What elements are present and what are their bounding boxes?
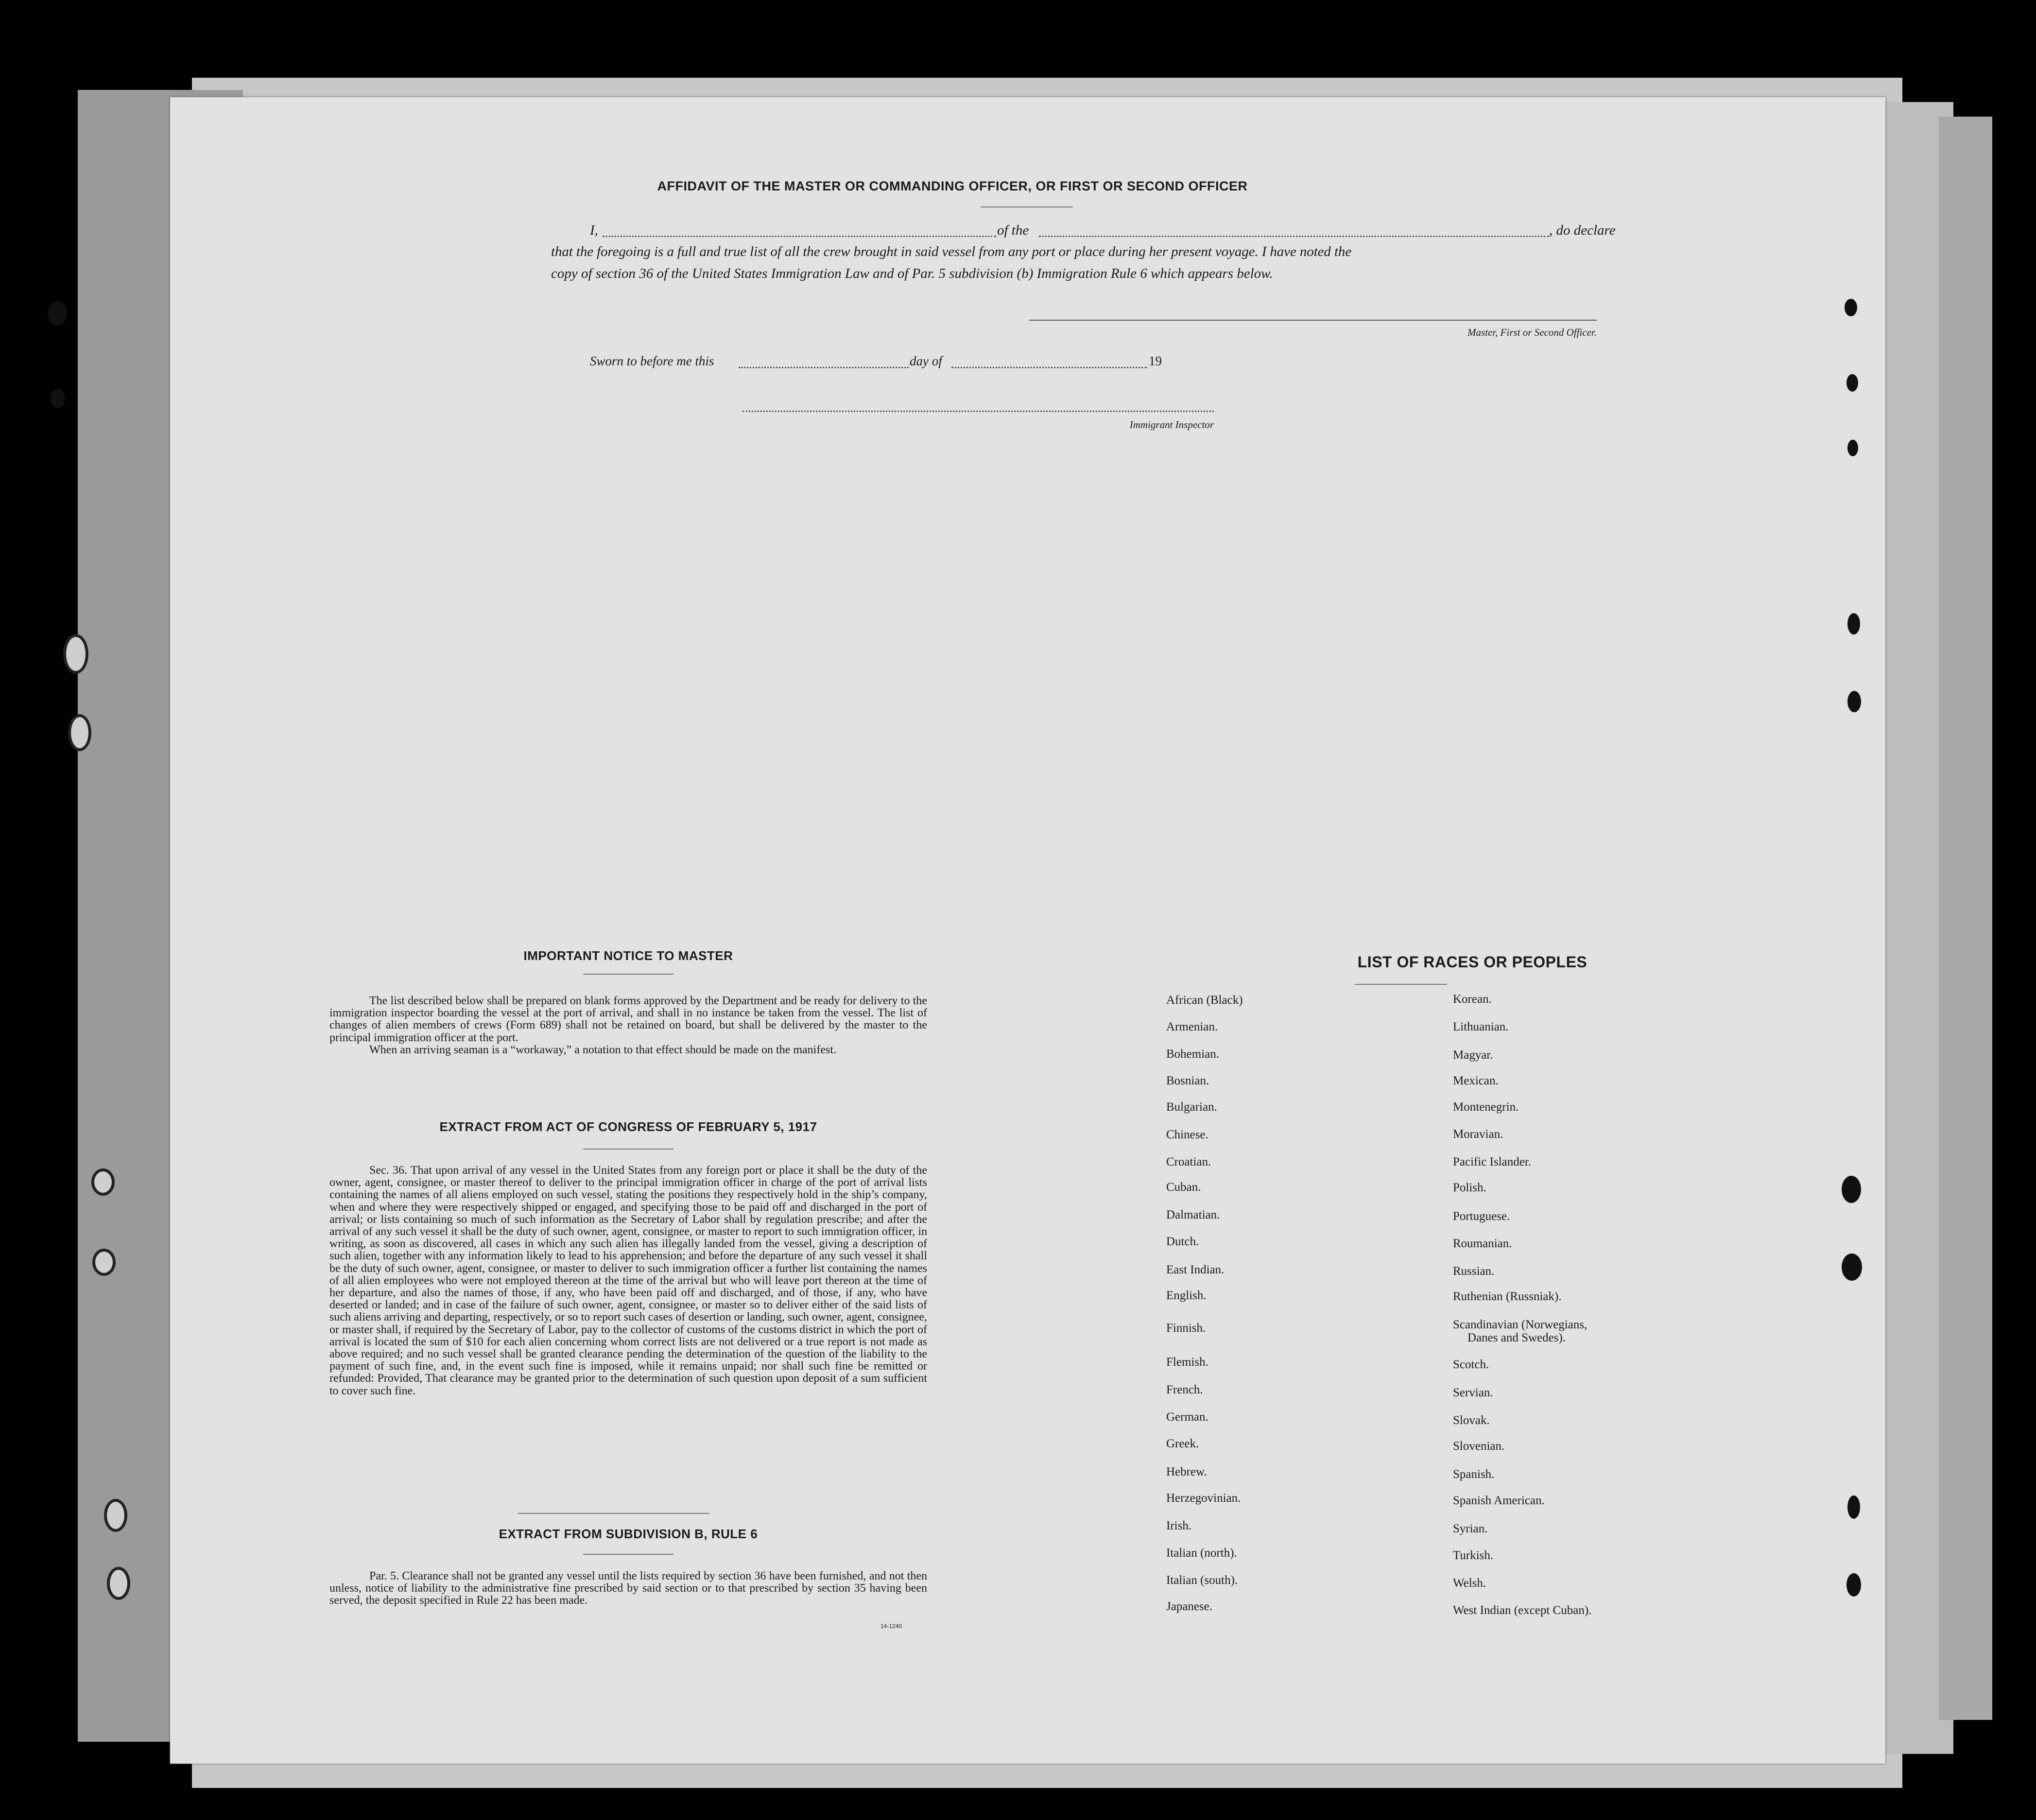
notice-paragraph-2: When an arriving seaman is a “workaway,” a notation to that effect should be made on the manifest. <box>369 1044 836 1056</box>
race-item: Dutch. <box>1166 1235 1199 1248</box>
vessel-blank <box>1039 236 1549 237</box>
act-title: EXTRACT FROM ACT OF CONGRESS OF FEBRUARY 5, 1917 <box>439 1119 817 1134</box>
race-item: Scandinavian (Norwegians, <box>1453 1318 1587 1331</box>
race-item: Portuguese. <box>1453 1210 1510 1223</box>
sworn-prefix: Sworn to before me this <box>590 354 714 368</box>
race-item: Italian (south). <box>1166 1574 1238 1587</box>
punch-hole <box>1842 1253 1862 1281</box>
race-item: Dalmatian. <box>1166 1208 1220 1221</box>
punch-hole <box>1847 440 1858 456</box>
month-blank <box>951 367 1147 368</box>
punch-hole <box>1846 1573 1861 1597</box>
race-item: Hebrew. <box>1166 1465 1207 1478</box>
binder-hole <box>48 301 67 326</box>
binder-ring <box>68 714 91 751</box>
race-item: Welsh. <box>1453 1577 1486 1590</box>
race-item: Armenian. <box>1166 1020 1218 1033</box>
race-item: Magyar. <box>1453 1048 1493 1062</box>
notice-rule <box>583 974 673 975</box>
notice-paragraph-1: The list described below shall be prepared on blank forms approved by the Department and be ready for delivery to the immigration inspector boarding the vessel at the port of arrival, and shall in no instance be taken from the vessel. The list of changes of alien members of crews (Form 689) shall not be retained on board, but shall be delivered by the master to the principal immigration officer at the port. <box>329 995 927 1044</box>
race-item: Slovak. <box>1453 1414 1490 1427</box>
race-item: Montenegrin. <box>1453 1100 1519 1114</box>
race-item: Danes and Swedes). <box>1467 1331 1566 1344</box>
affidavit-line1-suffix: , do declare <box>1549 223 1616 238</box>
races-rule <box>1355 984 1447 985</box>
race-item: Lithuanian. <box>1453 1020 1509 1033</box>
race-item: Bulgarian. <box>1166 1100 1217 1114</box>
binder-ring <box>63 634 88 674</box>
race-item: Irish. <box>1166 1519 1192 1532</box>
race-item: German. <box>1166 1410 1208 1424</box>
document-page <box>170 97 1885 1764</box>
race-item: Herzegovinian. <box>1166 1492 1241 1505</box>
affidavit-line1-mid: of the <box>997 223 1029 238</box>
race-item: Korean. <box>1453 993 1492 1006</box>
act-section-36-text: Sec. 36. That upon arrival of any vessel in the United States from any foreign port or place it shall be the duty of the owner, agent, consignee, or master thereof to deliver to the principal immigration officer in charge of the port of arrival lists containing the names of all aliens employed on such vessel, stating the positions they respectively hold in the ship’s company, when and where they were respectively shipped or engaged, and specifying those to be paid off and discharged in the port of arrival; or lists containing so much of such information as the Secretary of Labor shall by regulation prescribe; and after the arrival of any such vessel it shall be the duty of such owner, agent, consignee, or master to report to such immigration officer, in writing, as soon as discovered, all cases in which any such alien has illegally landed from the vessel, giving a description of such alien, together with any information likely to lead to his apprehension; and before the departure of any such vessel it shall be the duty of such owner, agent, consignee, or master to deliver to such immigration officer a further list containing the names of all alien employees who were not employed thereon at the time of the arrival but who will leave port thereon at the time of her departure, and also the names of those, if any, who have been paid off and discharged, and of those, if any, who have deserted or landed; and in case of the failure of such owner, agent, consignee, or master so to deliver either of the said lists of such aliens arriving and departing, respectively, or so to report such cases of desertion or landing, such owner, agent, consignee, or master shall, if required by the Secretary of Labor, pay to the collector of customs of the customs district in which the port of arrival is located the sum of $10 for each alien concerning whom correct lists are not delivered or a true report is not made as above required; and no such vessel shall be granted clearance pending the determination of the question of the liability to the payment of such fine, and, in the event such fine is imposed, while it remains unpaid; nor shall such fine be remitted or refunded: Provided, That clearance may be granted prior to the determination of such question upon deposit of a sum sufficient to cover such fine. <box>329 1164 927 1397</box>
race-item: English. <box>1166 1289 1207 1302</box>
race-item: Bohemian. <box>1166 1047 1220 1061</box>
race-item: Spanish American. <box>1453 1494 1545 1507</box>
punch-hole <box>1847 691 1861 712</box>
rule-title: EXTRACT FROM SUBDIVISION B, RULE 6 <box>499 1527 758 1541</box>
race-item: East Indian. <box>1166 1263 1225 1276</box>
day-blank <box>739 367 909 368</box>
binder-ring <box>91 1168 115 1196</box>
race-item: Ruthenian (Russniak). <box>1453 1290 1562 1303</box>
affidavit-line2: that the foregoing is a full and true list of all the crew brought in said vessel from any port or place during her present voyage. I have noted the <box>551 244 1352 259</box>
rule-rule <box>583 1554 673 1555</box>
race-item: Servian. <box>1453 1386 1493 1399</box>
races-title: LIST OF RACES OR PEOPLES <box>1357 953 1587 971</box>
name-blank <box>603 236 996 237</box>
race-item: Pacific Islander. <box>1453 1155 1532 1168</box>
race-item: Turkish. <box>1453 1549 1494 1562</box>
signature-label: Master, First or Second Officer. <box>1467 326 1597 338</box>
punch-hole <box>1845 299 1857 316</box>
title-rule <box>981 206 1073 207</box>
rule-paragraph: Par. 5. Clearance shall not be granted any vessel until the lists required by section 36 have been furnished, and not then unless, notice of liability to the administrative fine prescribed by said section or to that prescribed by section 35 having been served, the deposit specified in Rule 22 has been made. <box>329 1570 927 1607</box>
sworn-mid: day of <box>910 354 942 368</box>
race-item: Russian. <box>1453 1265 1495 1278</box>
race-item: Greek. <box>1166 1437 1199 1450</box>
signature-line <box>1029 320 1597 321</box>
binder-ring <box>107 1567 130 1600</box>
race-item: Syrian. <box>1453 1522 1488 1535</box>
affidavit-line3: copy of section 36 of the United States Immigration Law and of Par. 5 subdivision (b) Immigration Rule 6 which appears below. <box>551 266 1273 281</box>
affidavit-title: AFFIDAVIT OF THE MASTER OR COMMANDING OFFICER, OR FIRST OR SECOND OFFICER <box>657 179 1248 193</box>
binder-ring <box>104 1499 127 1532</box>
act-end-rule <box>518 1513 709 1514</box>
race-item: French. <box>1166 1383 1203 1396</box>
notice-title: IMPORTANT NOTICE TO MASTER <box>523 948 733 963</box>
race-item: West Indian (except Cuban). <box>1453 1604 1592 1617</box>
affidavit-line1-prefix: I, <box>590 223 598 238</box>
sworn-year: 19 <box>1149 354 1162 368</box>
far-right-underlying-sheet <box>1939 117 1992 1720</box>
race-item: Spanish. <box>1453 1468 1495 1481</box>
race-item: Scotch. <box>1453 1358 1489 1371</box>
race-item: Bosnian. <box>1166 1074 1209 1087</box>
race-item: Japanese. <box>1166 1600 1213 1613</box>
punch-hole <box>1846 374 1858 392</box>
race-item: Polish. <box>1453 1181 1486 1194</box>
form-number: 14-1240 <box>880 1623 902 1630</box>
punch-hole <box>1847 613 1860 635</box>
race-item: Mexican. <box>1453 1074 1499 1087</box>
race-item: Finnish. <box>1166 1322 1206 1335</box>
race-item: Roumanian. <box>1453 1237 1512 1250</box>
race-item: Croatian. <box>1166 1155 1211 1168</box>
punch-hole <box>1847 1495 1860 1519</box>
race-item: Cuban. <box>1166 1181 1201 1194</box>
binder-hole <box>51 389 65 408</box>
punch-hole <box>1842 1176 1861 1203</box>
race-item: Chinese. <box>1166 1128 1208 1141</box>
race-item: Italian (north). <box>1166 1546 1237 1560</box>
race-item: Slovenian. <box>1453 1440 1505 1453</box>
race-item: African (Black) <box>1166 994 1243 1007</box>
binder-ring <box>92 1249 116 1276</box>
act-rule <box>583 1149 673 1150</box>
inspector-line <box>742 411 1214 412</box>
race-item: Moravian. <box>1453 1128 1503 1141</box>
race-item: Flemish. <box>1166 1356 1208 1369</box>
inspector-label: Immigrant Inspector <box>1129 419 1214 430</box>
